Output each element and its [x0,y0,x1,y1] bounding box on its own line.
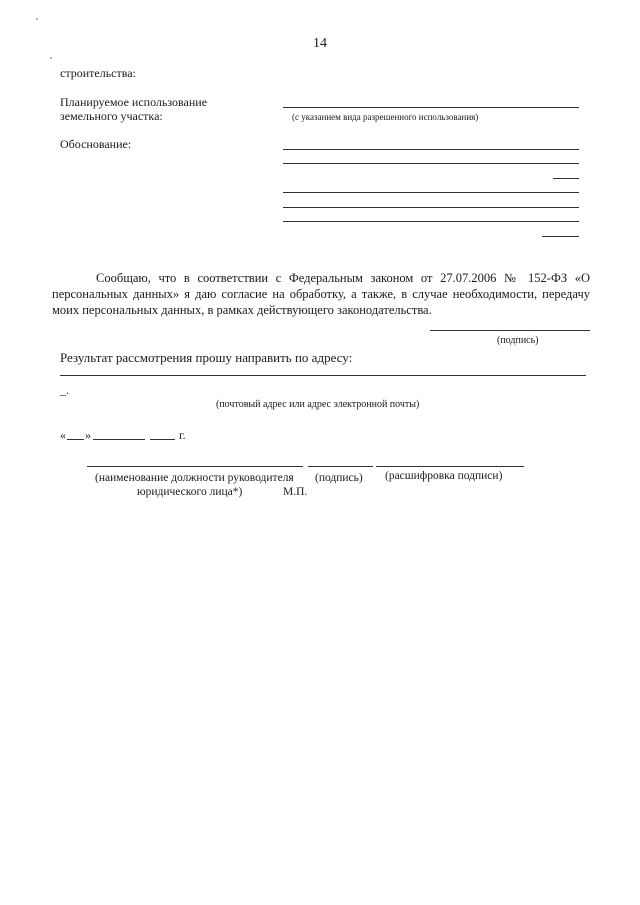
planned-use-label-1: Планируемое использование [60,95,208,109]
justification-line-5 [283,207,579,208]
scan-speck [36,18,38,20]
decode-line [376,466,524,467]
planned-use-label-2: земельного участка: [60,109,163,123]
date-close-quote: » [85,428,91,442]
construction-label: строительства: [60,66,136,80]
justification-line-2 [283,163,579,164]
signature-hint: (подпись) [315,472,363,484]
justification-line-4 [283,192,579,193]
planned-use-line [283,107,579,108]
stamp-label: М.П. [283,486,308,498]
address-hint: (почтовый адрес или адрес электронной почты) [216,399,420,410]
justification-line-1 [283,149,579,150]
date-month-line [93,439,145,440]
page-number: 14 [313,36,327,51]
date-year-suffix: г. [179,428,186,442]
justification-line-3-short [553,178,579,179]
consent-paragraph: Сообщаю, что в соответствии с Федеральным законом от 27.07.2006 № 152-ФЗ «О персональных данных» я даю согласие на обработку, а также, в случае необходимости, передачу моих персональных данных, в рамках действующего законодательства. [52,271,590,317]
decode-hint: (расшифровка подписи) [385,470,503,482]
justification-line-6 [283,221,579,222]
result-address-line [60,375,586,376]
scan-speck [50,57,52,59]
result-label: Результат рассмотрения прошу направить по адресу: [60,350,353,365]
justification-label: Обоснование: [60,137,132,151]
justification-line-7-short [542,236,579,237]
result-line-tail: _. [60,383,69,397]
planned-use-hint: (с указанием вида разрешенного использования) [292,112,479,122]
consent-signature-hint: (подпись) [497,335,539,346]
signature-line [308,466,373,467]
position-line [87,466,303,467]
consent-signature-line [430,330,590,331]
date-open-quote: « [60,428,66,442]
position-hint-2: юридического лица*) [137,486,243,498]
date-day-line [67,439,84,440]
position-hint-1: (наименование должности руководителя [95,472,294,484]
date-year-line [150,439,175,440]
